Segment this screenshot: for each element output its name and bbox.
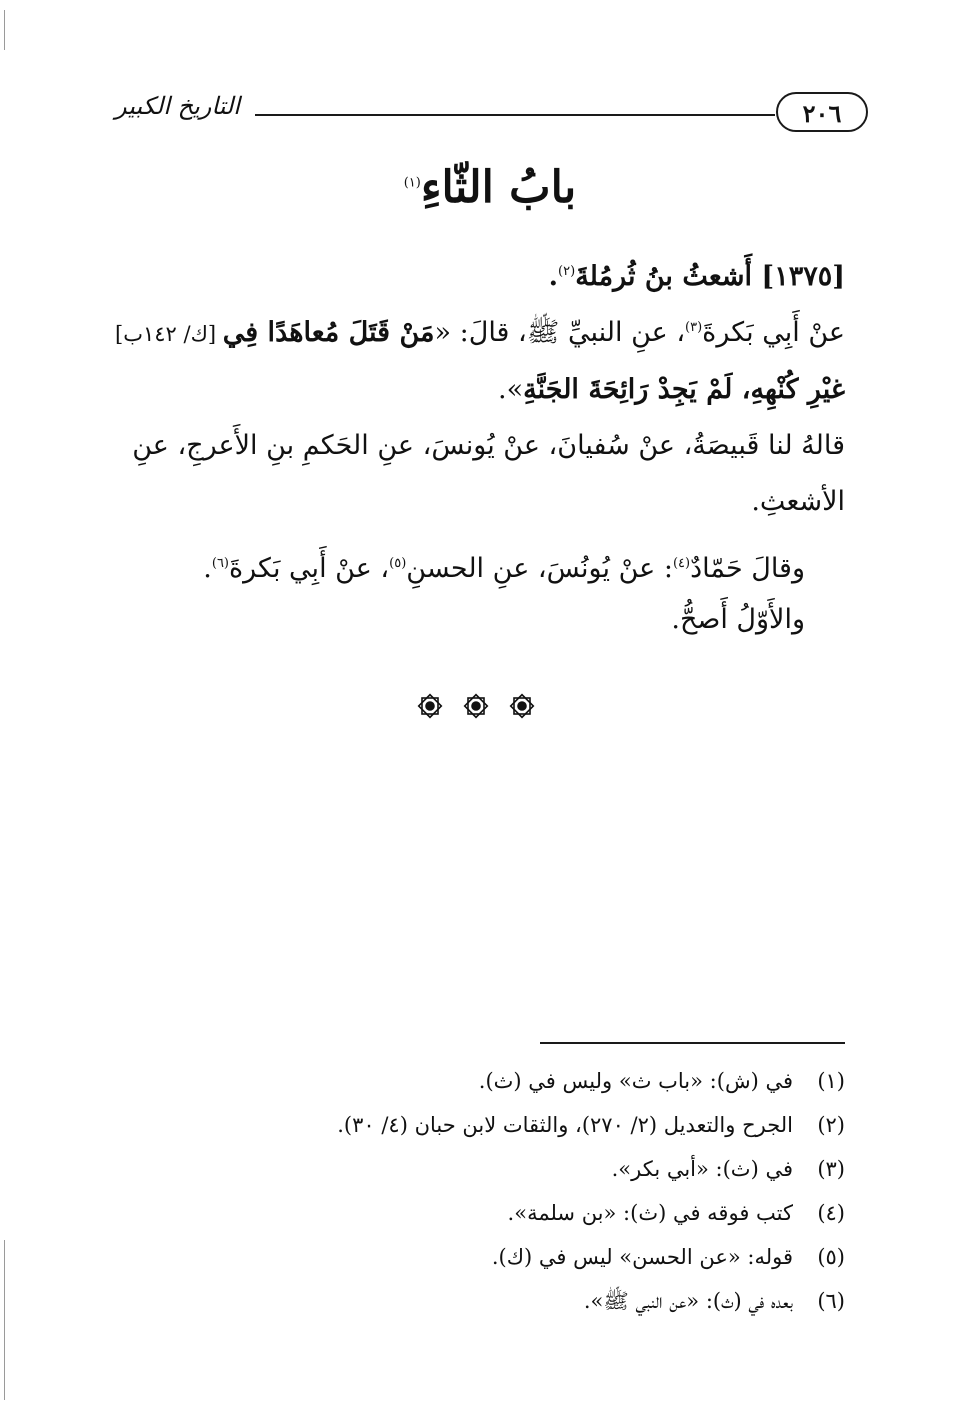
- footnote-ref: (١): [403, 175, 421, 191]
- hadith-text: مَنْ قَتَلَ مُعاهَدًا فِي: [222, 317, 435, 348]
- footnote-item: [250, 1282, 845, 1326]
- footnote-number: (٢): [817, 1113, 845, 1137]
- footnote-number: (٥): [817, 1245, 845, 1269]
- text-span: وقالَ حَمّادٌ: [690, 553, 805, 584]
- chain-paragraph: [100, 536, 845, 597]
- footnote-number: (٤): [817, 1201, 845, 1225]
- footnote-text: الجرح والتعديل (٢/ ٢٧٠)، والثقات لابن حبان (٤/ ٣٠).: [337, 1113, 793, 1137]
- footnote-text: في (ش): «باب ث» وليس في (ث).: [478, 1069, 793, 1093]
- footnote-item: [250, 1194, 845, 1238]
- footnote-separator: [540, 1042, 845, 1044]
- footnote-number: (٣): [817, 1157, 845, 1181]
- footnote-item: [250, 1062, 845, 1106]
- text-span: ، عنِ النبيِّ ﷺ، قالَ: «: [434, 317, 686, 348]
- hadith-paragraph: [100, 300, 845, 418]
- footnote-number: (٦): [817, 1289, 845, 1313]
- text-span: ، عنْ أَبِي بَكرةَ: [229, 553, 390, 584]
- footnote-ref: (٢): [558, 264, 576, 279]
- entry-heading: [100, 244, 845, 305]
- footnote-text: في (ث): «أبي بكر».: [611, 1157, 793, 1181]
- footnote-text: بعده في (ث): «عن النبي ﷺ».: [583, 1289, 793, 1313]
- header-rule: [255, 114, 775, 116]
- text-span: : عنْ يُونُسَ، عنِ الحسنِ: [406, 553, 673, 584]
- text-span: .: [203, 553, 212, 584]
- chain-paragraph: قالهُ لنا قَبيصَةُ، عنْ سُفيانَ، عنْ يُونسَ، عنِ الحَكمِ بنِ الأَعرجِ، عنِ الأشعثِ.: [132, 430, 845, 517]
- text-span: عنْ أَبِي بَكرةَ: [702, 317, 845, 348]
- footnote-item: [250, 1238, 845, 1282]
- footnote-text: كتب فوقه في (ث): «بن سلمة».: [507, 1201, 793, 1225]
- footnote-ref: (٤): [672, 556, 691, 571]
- running-book-title: التاريخ الكبير: [115, 92, 240, 120]
- verdict-paragraph: والأَوّلُ أَصحُّ.: [671, 604, 805, 635]
- hadith-text: غيْرِ كُنْهِهِ، لَمْ يَجِدْ رَائِحَةَ الجَنَّةِ: [523, 374, 845, 405]
- footnote-ref: (٣): [685, 320, 703, 335]
- footnote-item: [250, 1106, 845, 1150]
- text-span: ».: [498, 374, 524, 405]
- footnotes-list: [250, 1062, 845, 1326]
- page-number: ٢٠٦: [776, 92, 868, 132]
- footnote-item: [250, 1150, 845, 1194]
- left-edge-mark: [4, 10, 5, 50]
- ornament-icon: [416, 692, 444, 720]
- footnote-text: قوله: «عن الحسن» ليس في (ك).: [491, 1245, 793, 1269]
- ornament-icon: [462, 692, 490, 720]
- chapter-title-text: بابُ الثّاءِ: [420, 162, 577, 213]
- footnote-ref: (٥): [389, 556, 407, 571]
- footnote-ref: (٦): [211, 556, 229, 571]
- ornament-icon: [508, 692, 536, 720]
- entry-name: أَشعثُ بنُ ثُرمُلةَ: [575, 261, 753, 292]
- entry-number: [١٣٧٥]: [761, 261, 845, 292]
- left-edge-mark: [4, 1240, 5, 1400]
- footnote-number: (١): [817, 1069, 845, 1093]
- section-divider-ornaments: [416, 692, 536, 720]
- entry-end: .: [548, 261, 559, 292]
- chapter-title: [260, 162, 720, 213]
- manuscript-ref: [ك/ ١٤٢ب]: [115, 322, 223, 346]
